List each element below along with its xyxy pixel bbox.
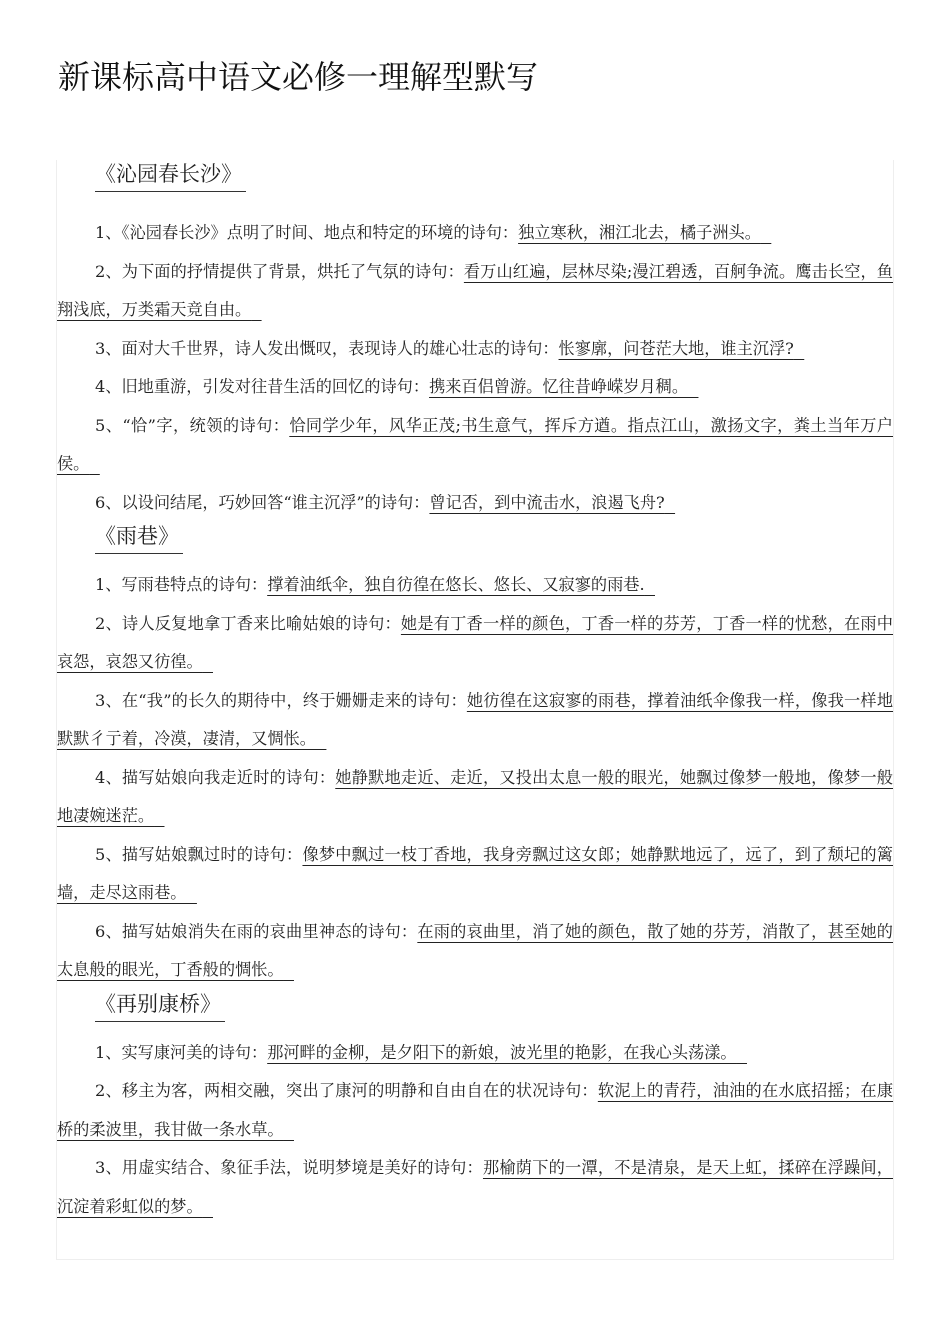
question-text: 2、诗人反复地拿丁香来比喻姑娘的诗句： xyxy=(95,613,401,633)
question-text: 5、描写姑娘飘过时的诗句： xyxy=(95,844,303,864)
question-item xyxy=(57,1034,893,1073)
question-text: 4、描写姑娘向我走近时的诗句： xyxy=(95,767,336,787)
document-body xyxy=(56,160,894,1260)
question-item xyxy=(57,253,893,330)
question-text: 6、以设问结尾，巧妙回答“谁主沉浮”的诗句： xyxy=(95,492,430,512)
answer-text: 那河畔的金柳，是夕阳下的新娘，波光里的艳影，在我心头荡漾。 xyxy=(267,1042,737,1062)
question-item xyxy=(57,214,893,253)
answer-text: 软泥上的青荇，油油的在水底招摇；在康桥的柔波里，我甘做一条水草。 xyxy=(57,1081,894,1139)
question-list xyxy=(57,566,893,990)
answer-text: 恰同学少年，风华正茂;书生意气，挥斥方遒。指点江山，激扬文字，粪土当年万户侯。 xyxy=(57,415,893,473)
answer-text: 怅寥廓，问苍茫大地，谁主沉浮? xyxy=(558,338,794,358)
answer-text: 她彷徨在这寂寥的雨巷，撑着油纸伞像我一样，像我一样地默默彳亍着，冷漠，凄清，又惆怅。 xyxy=(57,690,894,748)
question-item xyxy=(57,682,893,759)
answer-text: 独立寒秋，湘江北去，橘子洲头。 xyxy=(518,223,761,242)
section-title: 《雨巷》 xyxy=(95,522,183,554)
answer-text: 她静默地走近、走近，又投出太息一般的眼光，她飘过像梦一般地，像梦一般地凄婉迷茫。 xyxy=(57,767,893,825)
question-text: 3、面对大千世界，诗人发出慨叹，表现诗人的雄心壮志的诗句： xyxy=(95,338,559,358)
question-list xyxy=(57,1034,893,1227)
answer-text: 撑着油纸伞，独自彷徨在悠长、悠长、又寂寥的雨巷. xyxy=(267,575,645,594)
question-text: 3、用虚实结合、象征手法，说明梦境是美好的诗句： xyxy=(95,1158,483,1177)
question-text: 1、《沁园春长沙》点明了时间、地点和特定的环境的诗句： xyxy=(95,223,519,242)
question-item xyxy=(57,1072,893,1149)
section-title: 《再别康桥》 xyxy=(95,990,225,1022)
question-item xyxy=(57,836,893,913)
answer-text: 在雨的哀曲里，消了她的颜色，散了她的芬芳，消散了，甚至她的太息般的眼光，丁香般的惆怅。 xyxy=(57,921,893,979)
question-item xyxy=(57,913,893,990)
question-item xyxy=(57,759,893,836)
question-item xyxy=(57,605,893,682)
answer-text: 那榆荫下的一潭，不是清泉，是天上虹，揉碎在浮躁间，沉淀着彩虹似的梦。 xyxy=(57,1158,893,1216)
question-text: 6、描写姑娘消失在雨的哀曲里神态的诗句： xyxy=(95,921,418,941)
section-title: 《沁园春长沙》 xyxy=(95,160,246,192)
question-text: 5、“恰”字，统领的诗句： xyxy=(95,415,290,435)
question-item xyxy=(57,407,893,484)
question-text: 3、在“我”的长久的期待中，终于姗姗走来的诗句： xyxy=(95,690,467,710)
section-qinyuanchun xyxy=(57,160,893,522)
answer-text: 她是有丁香一样的颜色，丁香一样的芬芳，丁香一样的忧愁，在雨中哀怨，哀怨又彷徨。 xyxy=(57,613,893,671)
answer-text: 像梦中飘过一枝丁香地，我身旁飘过这女郎；她静默地远了，远了，到了颓圮的篱墙，走尽这雨巷。 xyxy=(57,844,893,902)
section-yuxiang xyxy=(57,522,893,990)
answer-text: 携来百侣曾游。忆往昔峥嵘岁月稠。 xyxy=(429,377,689,396)
question-text: 2、移主为客，两相交融，突出了康河的明静和自由自在的状况诗句： xyxy=(95,1081,598,1100)
question-list xyxy=(57,214,893,522)
question-text: 2、为下面的抒情提供了背景，烘托了气氛的诗句： xyxy=(95,261,464,281)
question-item xyxy=(57,566,893,605)
question-text: 4、旧地重游，引发对往昔生活的回忆的诗句： xyxy=(95,377,430,396)
answer-text: 看万山红遍，层林尽染;漫江碧透，百舸争流。鹰击长空，鱼翔浅底，万类霜天竞自由。 xyxy=(57,261,893,319)
question-text: 1、实写康河美的诗句： xyxy=(95,1042,268,1062)
answer-text: 曾记否，到中流击水，浪遏飞舟? xyxy=(429,492,665,512)
question-item xyxy=(57,330,893,369)
question-item xyxy=(57,484,893,523)
question-text: 1、写雨巷特点的诗句： xyxy=(95,575,268,594)
section-zaibiekangqiao xyxy=(57,990,893,1227)
question-item xyxy=(57,1149,893,1226)
question-item xyxy=(57,368,893,407)
document-title: 新课标高中语文必修一理解型默写 xyxy=(58,58,539,96)
